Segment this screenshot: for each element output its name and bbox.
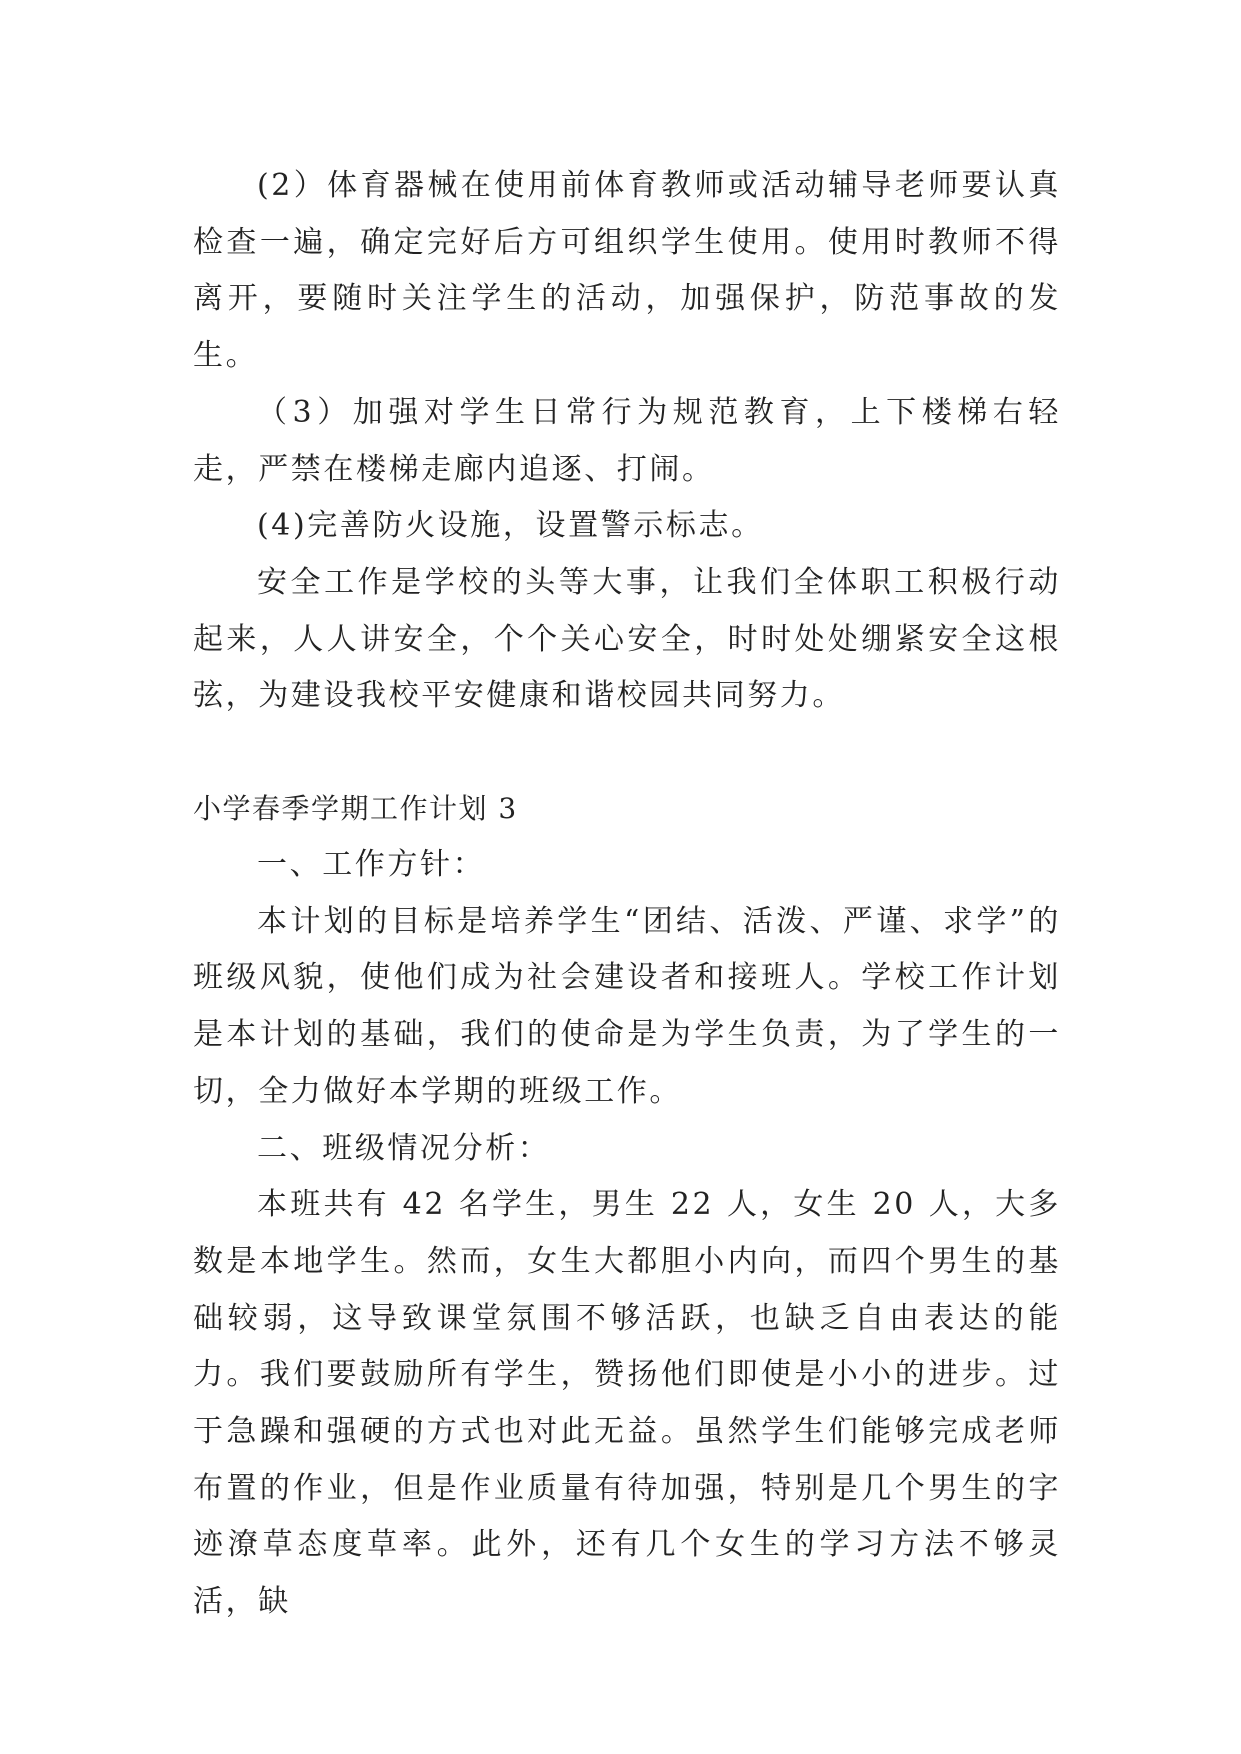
paragraph-safety-conclusion: 安全工作是学校的头等大事，让我们全体职工积极行动起来，人人讲安全，个个关心安全，时时处处绷紧安全这根弦，为建设我校平安健康和谐校园共同努力。	[193, 564, 1061, 714]
heading-class-analysis: 二、班级情况分析：	[257, 1130, 551, 1166]
heading-work-policy: 一、工作方针：	[257, 847, 486, 883]
paragraph-fire-safety: (4)完善防火设施，设置警示标志。	[257, 508, 764, 544]
paragraph-class-analysis: 本班共有 42 名学生，男生 22 人，女生 20 人，大多数是本地学生。然而，女生大都胆小内向，而四个男生的基础较弱，这导致课堂氛围不够活跃，也缺乏自由表达的能力。我们要鼓励所有学生，赞扬他们即使是小小的进步。过于急躁和强硬的方式也对此无益。虽然学生们能够完成老师布置的作业，但是作业质量有待加强，特别是几个男生的字迹潦草态度草率。此外，还有几个女生的学习方法不够灵活，缺	[193, 1187, 1061, 1620]
paragraph-stairs-safety: （3）加强对学生日常行为规范教育，上下楼梯右轻走，严禁在楼梯走廊内追逐、打闹。	[193, 394, 1061, 487]
section-title: 小学春季学期工作计划 3	[193, 792, 518, 826]
document-body	[193, 158, 1061, 1631]
paragraph-work-policy: 本计划的目标是培养学生“团结、活泼、严谨、求学”的班级风貌，使他们成为社会建设者和接班人。学校工作计划是本计划的基础，我们的使命是为学生负责，为了学生的一切，全力做好本学期的班级工作。	[193, 903, 1061, 1109]
paragraph-equipment-check: (2）体育器械在使用前体育教师或活动辅导老师要认真检查一遍，确定完好后方可组织学生使用。使用时教师不得离开，要随时关注学生的活动，加强保护，防范事故的发生。	[193, 168, 1061, 374]
